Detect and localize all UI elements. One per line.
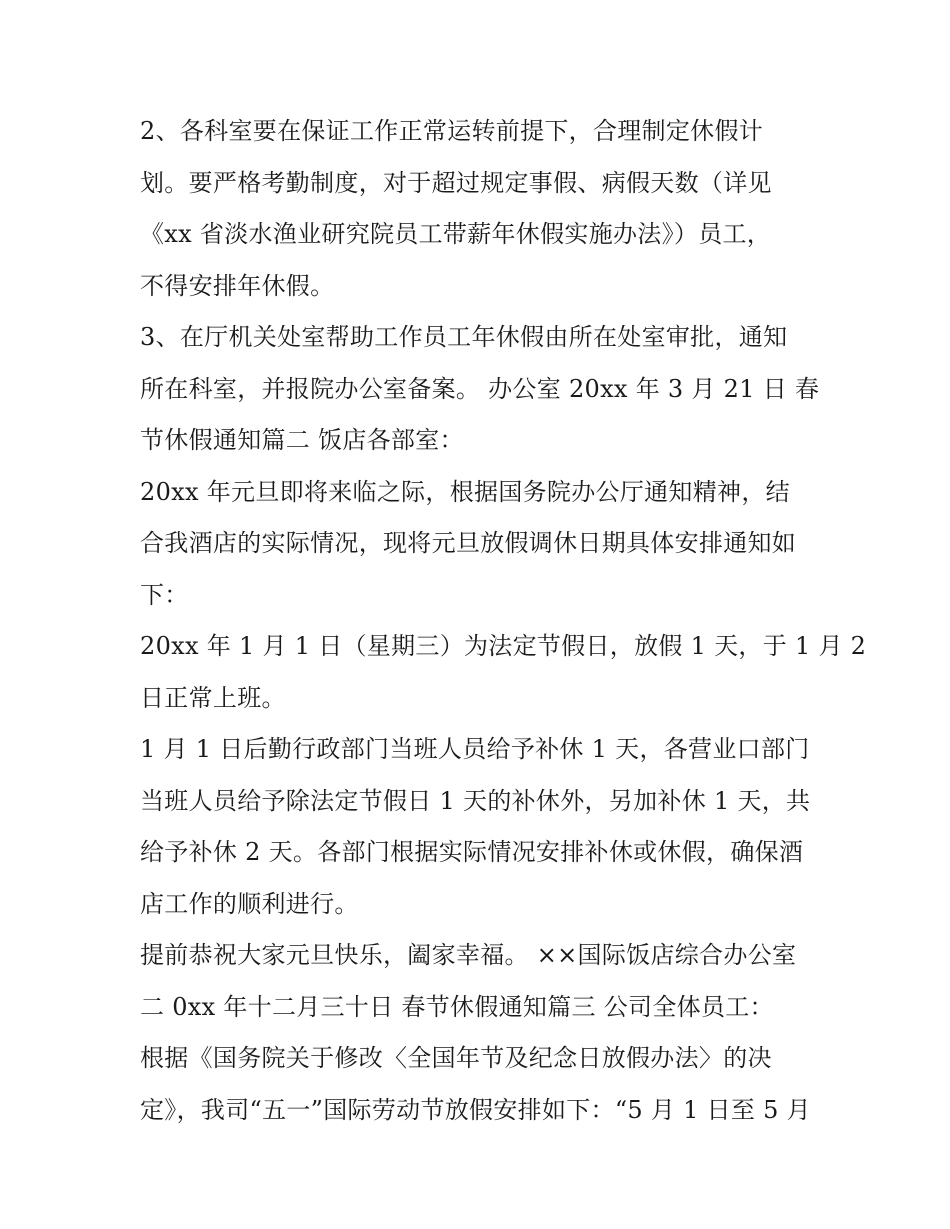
text-line: 3、在厅机关处室帮助工作员工年休假由所在处室审批，通知 (140, 323, 788, 351)
text-line: 2、各科室要在保证工作正常运转前提下，合理制定休假计 (140, 117, 764, 145)
text-line: 划。要严格考勤制度，对于超过规定事假、病假天数（详见 (140, 168, 772, 197)
text-line: 提前恭祝大家元旦快乐，阖家幸福。 ××国际饭店综合办公室 (140, 941, 797, 969)
text-line: 20xx 年元旦即将来临之际，根据国务院办公厅通知精神，结 (140, 477, 790, 506)
text-line: 根据《国务院关于修改〈全国年节及纪念日放假办法〉的决 (140, 1044, 772, 1072)
text-line: 不得安排年休假。 (140, 271, 335, 300)
text-line: 1 月 1 日后勤行政部门当班人员给予补休 1 天，各营业口部门 (140, 735, 810, 763)
text-line: 下： (140, 580, 189, 609)
text-line: 二 0xx 年十二月三十日 春节休假通知篇三 公司全体员工： (140, 992, 774, 1021)
text-line: 节休假通知篇二 饭店各部室： (140, 426, 464, 454)
text-line: 所在科室，并报院办公室备案。 办公室 20xx 年 3 月 21 日 春 (140, 374, 820, 403)
text-line: 定》，我司“五一”国际劳动节放假安排如下：“5 月 1 日至 5 月 (140, 1095, 811, 1124)
text-line: 日正常上班。 (140, 683, 286, 712)
text-line: 20xx 年 1 月 1 日（星期三）为法定节假日，放假 1 天，于 1 月 2 (140, 632, 867, 660)
text-line: 给予补休 2 天。各部门根据实际情况安排补休或休假，确保酒 (140, 838, 804, 866)
text-line: 当班人员给予除法定节假日 1 天的补休外，另加补休 1 天，共 (140, 786, 811, 815)
text-line: 合我酒店的实际情况，现将元旦放假调休日期具体安排通知如 (140, 529, 797, 557)
document-body (140, 106, 867, 1136)
text-line: 《xx 省淡水渔业研究院员工带薪年休假实施办法》）员工， (140, 220, 772, 248)
text-line: 店工作的顺利进行。 (140, 889, 359, 918)
